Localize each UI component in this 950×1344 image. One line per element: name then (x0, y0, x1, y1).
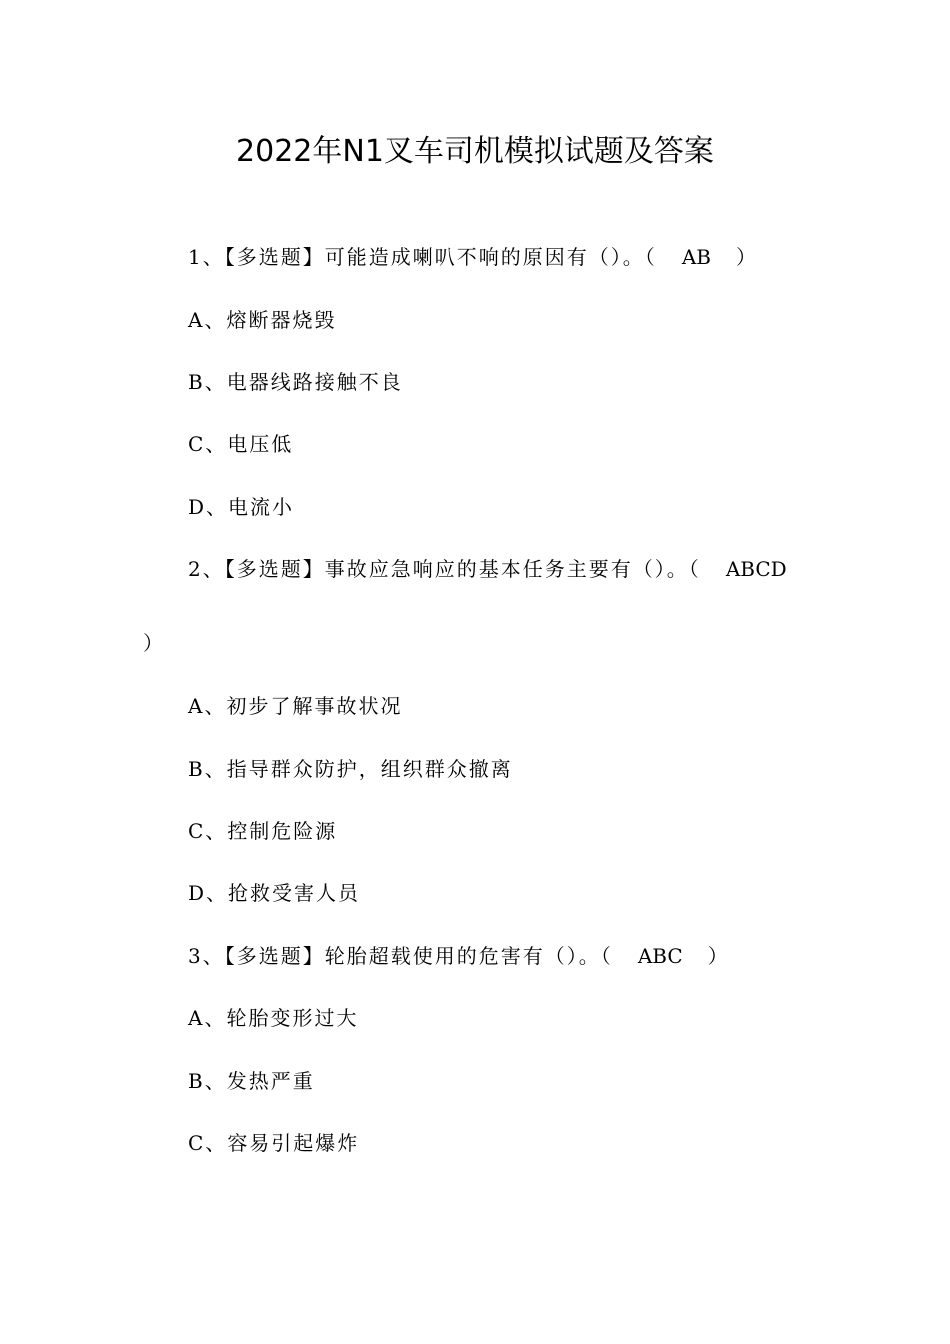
question-number: 1、 (188, 245, 225, 269)
question-close: ） (707, 944, 730, 968)
option-label: B、 (188, 757, 227, 781)
question-answer: ABCD (725, 557, 787, 581)
option-text: 发热严重 (226, 1069, 315, 1093)
option-3a (188, 1003, 358, 1033)
page-title: 2022年N1叉车司机模拟试题及答案 (236, 134, 714, 169)
option-text: 电器线路接触不良 (226, 370, 403, 394)
option-text: 电压低 (227, 432, 294, 456)
question-number: 2、 (188, 557, 225, 581)
question-text: 可能造成喇叭不响的原因有（）。（ (324, 245, 657, 269)
option-label: D、 (188, 881, 229, 905)
question-text: 轮胎超载使用的危害有（）。（ (324, 944, 613, 968)
question-1 (188, 242, 758, 272)
question-type: 【多选题】 (224, 245, 325, 269)
question-answer: AB (681, 245, 711, 269)
option-2b (188, 754, 513, 784)
option-text: 指导群众防护，组织群众撤离 (226, 757, 513, 781)
question-text: 事故应急响应的基本任务主要有（）。（ (324, 557, 701, 581)
option-text: 控制危险源 (227, 819, 338, 843)
option-label: C、 (188, 1131, 228, 1155)
option-label: A、 (188, 1006, 227, 1030)
option-text: 轮胎变形过大 (226, 1006, 359, 1030)
option-1c (188, 429, 293, 459)
option-text: 熔断器烧毁 (226, 308, 337, 332)
question-2-close: ） (143, 631, 165, 655)
option-1a (188, 305, 336, 335)
question-3 (188, 941, 730, 971)
option-text: 初步了解事故状况 (226, 694, 403, 718)
option-1b (188, 367, 403, 397)
question-close: ） (736, 245, 759, 269)
option-1d (188, 492, 294, 522)
question-answer: ABC (637, 944, 683, 968)
option-text: 抢救受害人员 (228, 881, 361, 905)
option-text: 电流小 (228, 495, 295, 519)
option-label: B、 (188, 1069, 227, 1093)
option-2a (188, 691, 402, 721)
option-label: B、 (188, 370, 227, 394)
option-text: 容易引起爆炸 (227, 1131, 360, 1155)
option-label: C、 (188, 819, 228, 843)
option-label: A、 (188, 694, 227, 718)
option-label: D、 (188, 495, 229, 519)
option-label: C、 (188, 432, 228, 456)
question-type: 【多选题】 (224, 557, 325, 581)
option-2c (188, 816, 337, 846)
option-label: A、 (188, 308, 227, 332)
question-2 (188, 554, 787, 584)
question-number: 3、 (188, 944, 225, 968)
option-3b (188, 1066, 315, 1096)
option-3c (188, 1128, 359, 1158)
option-2d (188, 878, 360, 908)
question-type: 【多选题】 (224, 944, 325, 968)
